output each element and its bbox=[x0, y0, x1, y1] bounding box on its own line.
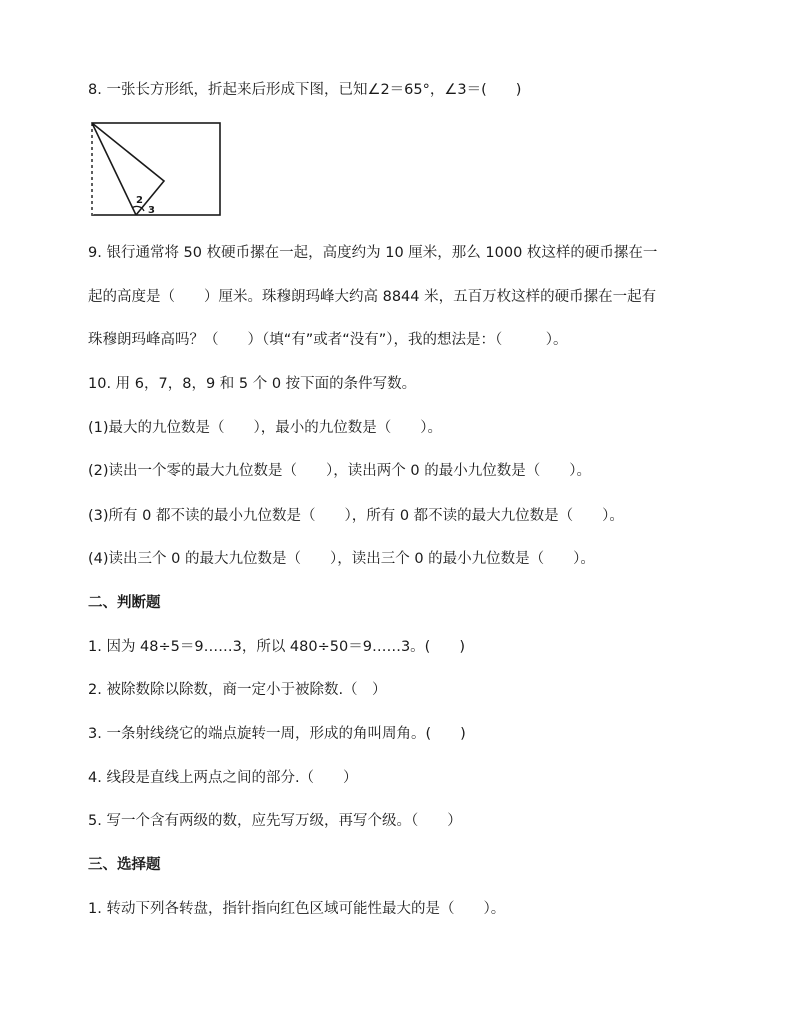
question-9-line-1: 9. 银行通常将 50 枚硬币摞在一起，高度约为 10 厘米，那么 1000 枚这样的硬币摞在一 bbox=[88, 245, 658, 261]
mc-item-1: 1. 转动下列各转盘，指针指向红色区域可能性最大的是（ ）。 bbox=[88, 901, 506, 917]
angle-label-2: 2 bbox=[136, 195, 143, 206]
rectangle-outline bbox=[92, 123, 220, 215]
tf-item-5: 5. 写一个含有两级的数，应先写万级，再写个级。（ ） bbox=[88, 813, 462, 829]
fold-crease-line bbox=[92, 123, 136, 215]
question-10-sub-3: (3)所有 0 都不读的最小九位数是（ ），所有 0 都不读的最大九位数是（ ）。 bbox=[88, 508, 624, 524]
folded-rectangle-figure bbox=[86, 118, 224, 220]
tf-item-2: 2. 被除数除以除数，商一定小于被除数.（ ） bbox=[88, 682, 387, 698]
section-2-heading: 二、判断题 bbox=[88, 595, 161, 611]
question-10-sub-4: (4)读出三个 0 的最大九位数是（ ），读出三个 0 的最小九位数是（ ）。 bbox=[88, 551, 595, 567]
angle-label-3: 3 bbox=[148, 205, 155, 216]
question-9-line-3: 珠穆朗玛峰高吗？（ ）（填“有”或者“没有”），我的想法是：（ ）。 bbox=[88, 332, 568, 348]
folded-flap bbox=[92, 123, 164, 215]
tf-item-3: 3. 一条射线绕它的端点旋转一周，形成的角叫周角。( ) bbox=[88, 726, 466, 742]
tf-item-1: 1. 因为 48÷5＝9……3，所以 480÷50＝9……3。( ) bbox=[88, 639, 465, 655]
question-10-stem: 10. 用 6，7，8，9 和 5 个 0 按下面的条件写数。 bbox=[88, 376, 417, 392]
question-10-sub-2: (2)读出一个零的最大九位数是（ ），读出两个 0 的最小九位数是（ ）。 bbox=[88, 463, 591, 479]
question-9-line-2: 起的高度是（ ）厘米。珠穆朗玛峰大约高 8844 米，五百万枚这样的硬币摞在一起有 bbox=[88, 289, 657, 305]
question-10-sub-1: (1)最大的九位数是（ ），最小的九位数是（ ）。 bbox=[88, 420, 443, 436]
section-3-heading: 三、选择题 bbox=[88, 857, 161, 873]
tf-item-4: 4. 线段是直线上两点之间的部分.（ ） bbox=[88, 770, 358, 786]
question-8-text: 8. 一张长方形纸，折起来后形成下图，已知∠2＝65°，∠3＝( ) bbox=[88, 82, 522, 98]
